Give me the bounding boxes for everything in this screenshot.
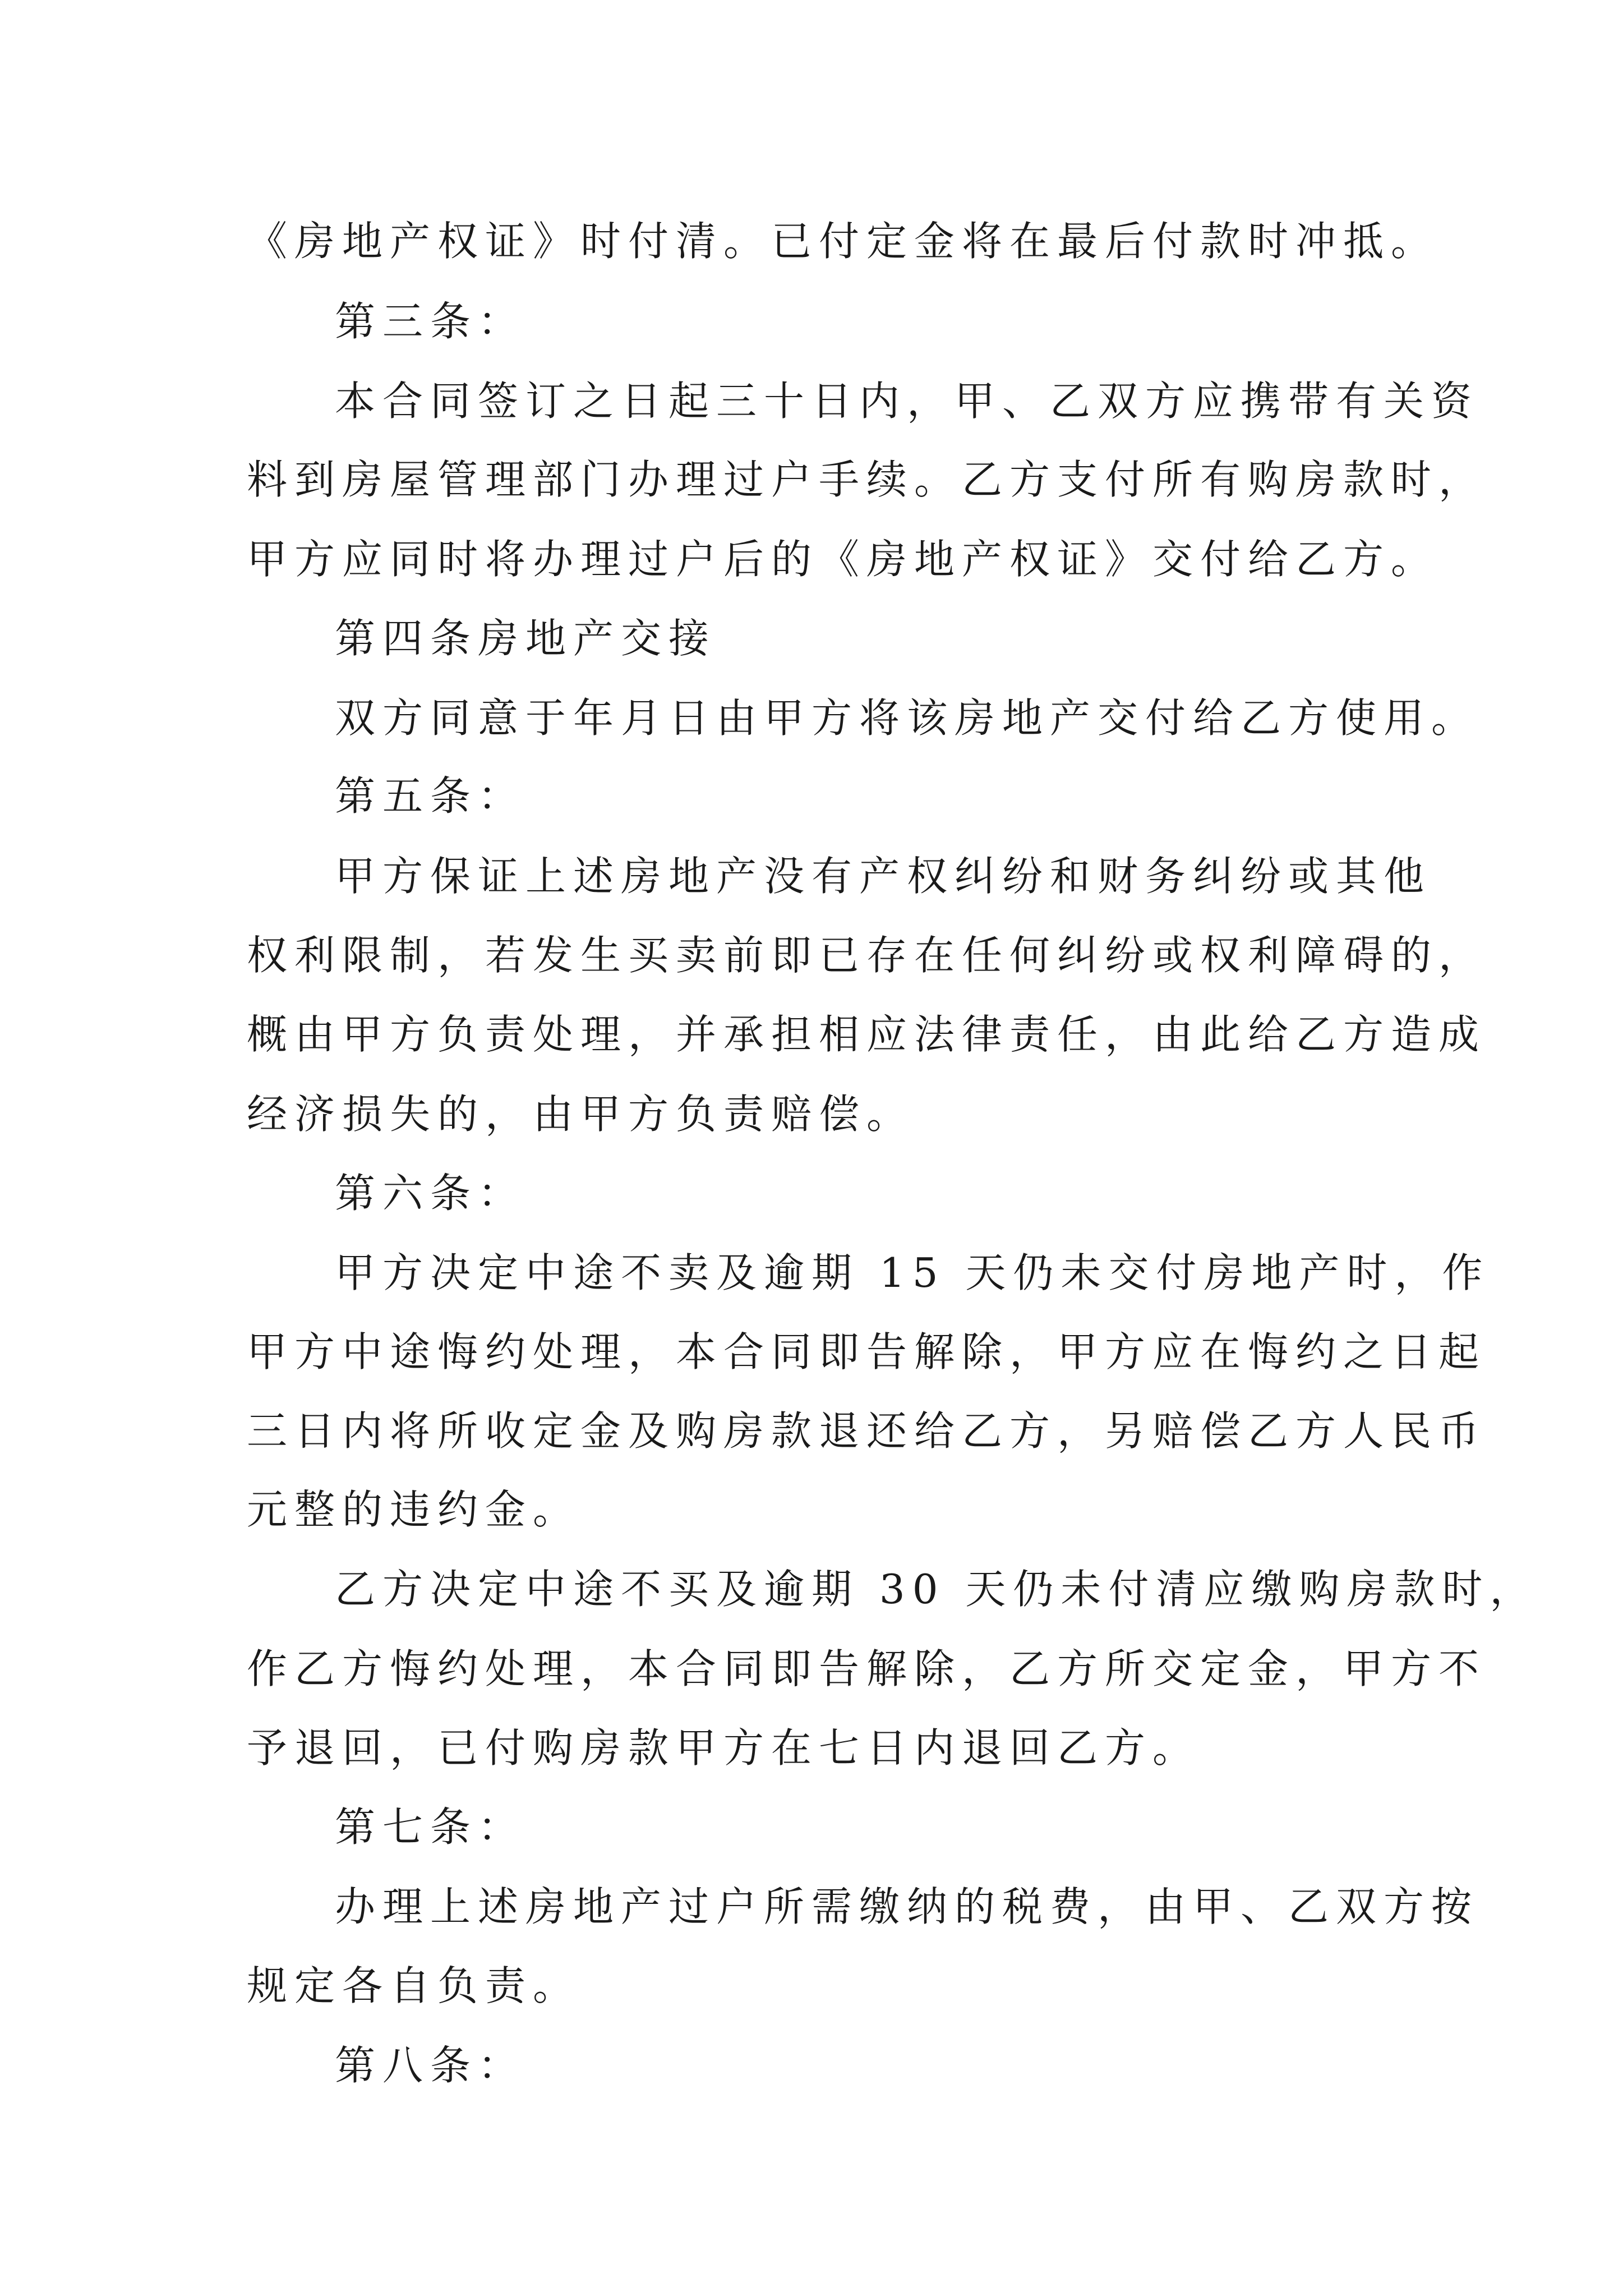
article-heading: 第五条： <box>335 772 526 820</box>
contract-text-line: 甲方应同时将办理过户后的《房地产权证》交付给乙方。 <box>247 536 1439 583</box>
article-heading: 第八条： <box>335 2042 526 2089</box>
article-heading: 第四条房地产交接 <box>335 615 717 662</box>
contract-text-line: 甲方中途悔约处理，本合同即告解除，甲方应在悔约之日起 <box>247 1328 1487 1375</box>
contract-text-line: 经济损失的，由甲方负责赔偿。 <box>247 1091 915 1138</box>
contract-text-line: 甲方保证上述房地产没有产权纠纷和财务纠纷或其他 <box>335 853 1432 900</box>
contract-text-line: 元整的违约金。 <box>247 1486 581 1533</box>
contract-text-line: 概由甲方负责处理，并承担相应法律责任，由此给乙方造成 <box>247 1011 1487 1058</box>
contract-text-line: 乙方决定中途不买及逾期 30 天仍未付清应缴购房款时， <box>335 1566 1538 1613</box>
contract-text-line: 作乙方悔约处理，本合同即告解除，乙方所交定金，甲方不 <box>247 1645 1487 1692</box>
contract-text-line: 料到房屋管理部门办理过户手续。乙方支付所有购房款时， <box>247 456 1487 503</box>
contract-text-line: 本合同签订之日起三十日内，甲、乙双方应携带有关资 <box>335 378 1479 425</box>
contract-text-line: 权利限制，若发生买卖前即已存在任何纠纷或权利障碍的， <box>247 932 1487 979</box>
contract-text-line: 办理上述房地产过户所需缴纳的税费，由甲、乙双方按 <box>335 1883 1479 1930</box>
contract-text-line: 《房地产权证》时付清。已付定金将在最后付款时冲抵。 <box>247 218 1439 265</box>
article-heading: 第六条： <box>335 1170 526 1217</box>
contract-text-line: 双方同意于年月日由甲方将该房地产交付给乙方使用。 <box>335 694 1479 742</box>
contract-text-line: 三日内将所收定金及购房款退还给乙方，另赔偿乙方人民币 <box>247 1407 1487 1455</box>
contract-text-line: 甲方决定中途不卖及逾期 15 天仍未交付房地产时，作 <box>335 1249 1490 1296</box>
contract-text-line: 予退回，已付购房款甲方在七日内退回乙方。 <box>247 1724 1201 1772</box>
article-heading: 第三条： <box>335 298 526 345</box>
contract-text-line: 规定各自负责。 <box>247 1962 581 2009</box>
article-heading: 第七条： <box>335 1803 526 1851</box>
